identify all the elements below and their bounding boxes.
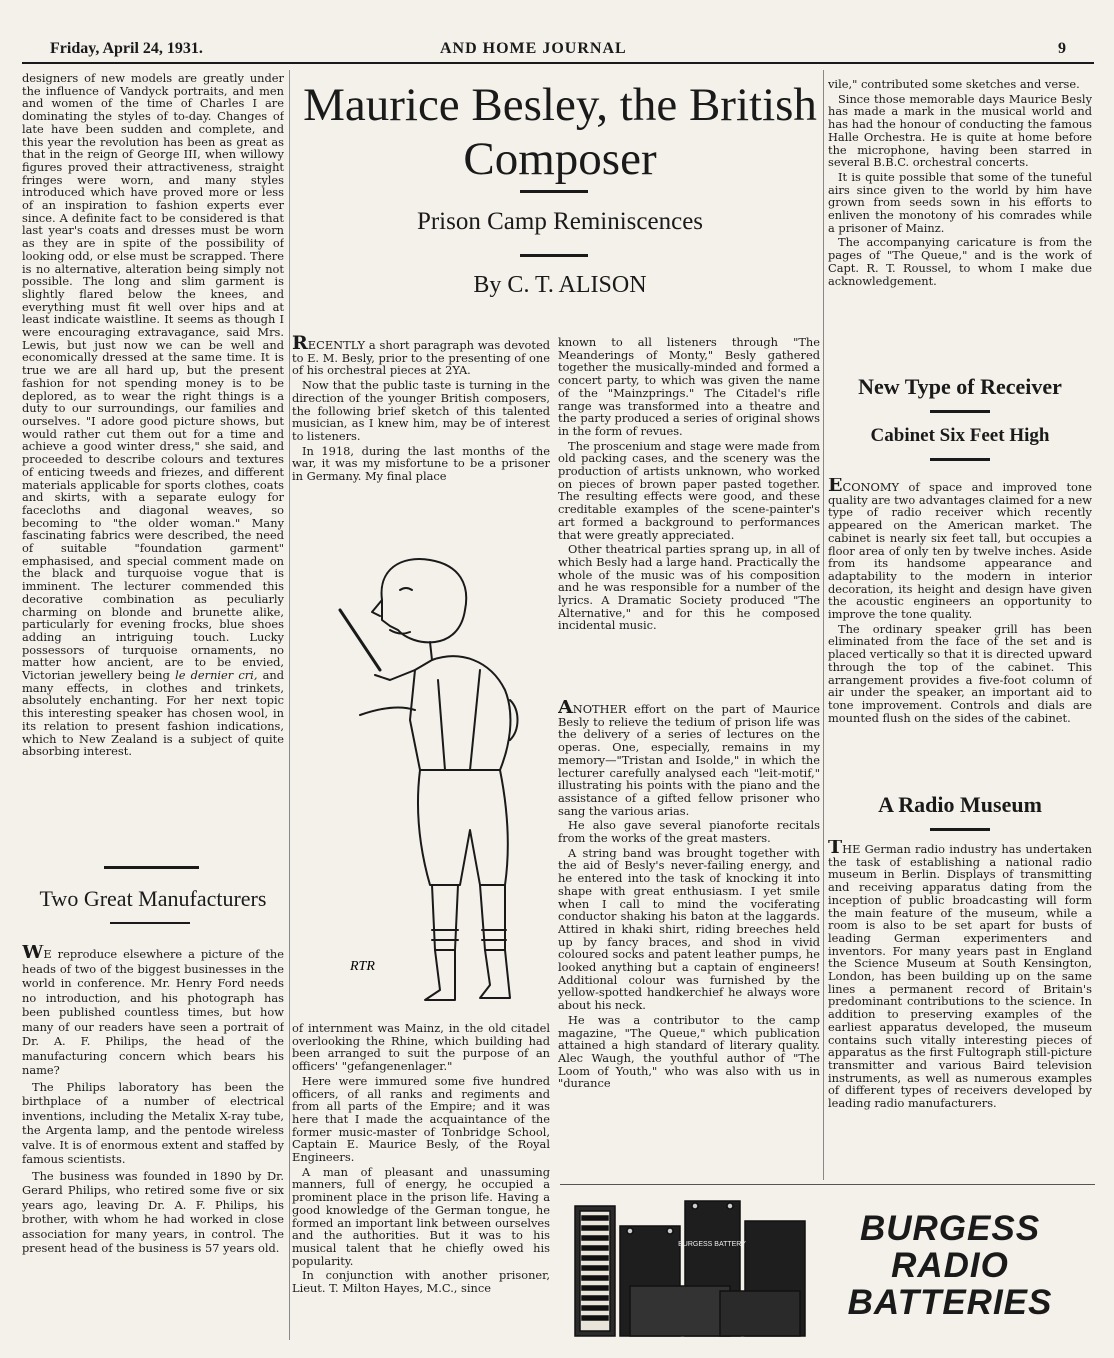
two-great-paragraph: The Philips laboratory has been the birthplace of a number of electrical inventions, including the Metalix X-ray tube, the Argenta lamp, and the pentode wireless valve. It is of enormous extent and staffed by famous scientists. [22, 1079, 284, 1166]
two-great-paragraph: The business was founded in 1890 by Dr. Gerard Philips, who retired some five or six years ago, leaving Dr. A. F. Philips, his brother, with whom he had worked in close association for many years, in control. The present head of the business is 57 years old. [22, 1168, 284, 1255]
page-number: 9 [1058, 40, 1066, 57]
battery-illustration [570, 1196, 810, 1346]
besley-paragraph: known to all listeners through "The Meanderings of Monty," Besly gathered together the musically-minded and formed a concert party, to which was given the name of the "Mainzprings." The Citadel's rifle range was transformed into a theatre and the party produced a series of original shows in the form of revues. [558, 336, 820, 438]
advert-line-2: RADIO [891, 1246, 1009, 1285]
besley-paragraph: ANOTHER effort on the part of Maurice Besly to relieve the tedium of prison life was the delivery of a series of lectures on the operas. One, especially, remains in my memory—"Tristan and Isolde," in which the lecturer carefully analysed each "leit-motif," illustrating his points with the piano and the assistance of a gifted fellow prisoner who sang the various arias. [558, 700, 820, 817]
besley-col3b [558, 700, 820, 1178]
advert-line-3: BATTERIES [847, 1283, 1053, 1322]
subtitle-rule [520, 254, 588, 257]
besley-paragraph: Other theatrical parties sprang up, in all of which Besly had a large hand. Practically the whole of the music was of his composition and he was responsible for a number of the lyrics. A Dramatic Society produced "The Alternative," and for this he composed incidental music. [558, 542, 820, 633]
besley-paragraph: Now that the public taste is turning in the direction of the younger British composers, the following brief sketch of this talented musician, as I knew him, may be of interest to listeners. [292, 378, 550, 443]
drop-cap-t: T [828, 840, 843, 858]
besley-paragraph: Since those memorable days Maurice Besly has made a mark in the musical world and has had the honour of conducting the famous Halle Orchestra. He is quite at home before the microphone, having been starred in several B.B.C. orchestral concerts. [828, 91, 1092, 170]
two-great-column [22, 945, 284, 1335]
article-title: Maurice Besley, the British Composer [303, 79, 817, 185]
battery-label: BURGESS BATTERY [678, 1241, 746, 1248]
besley-paragraph: He also gave several pianoforte recitals from the works of the great masters. [558, 818, 820, 846]
header-date: Friday, April 24, 1931. [50, 40, 203, 57]
column-divider [289, 70, 290, 1340]
besley-paragraph: The proscenium and stage were made from old packing cases, and the scenery was the production of artists unknown, who worked on pieces of brown paper pasted together. The resulting effects were good, and these creditable examples of the scene-painter's art formed a background to performances that were greatly appreciated. [558, 438, 820, 542]
two-great-paragraph: WE reproduce elsewhere a picture of the heads of two of the biggest businesses in the world in conference. Mr. Henry Ford needs no introduction, and his photograph has been published countless times, but how many of our readers have seen a portrait of Dr. A. F. Philips, the head of the manufacturing concern which bears his name? [22, 945, 284, 1078]
museum-rule [930, 828, 990, 831]
museum-paragraph: THE German radio industry has undertaken the task of establishing a national radio museum in Berlin. Displays of transmitting and receiving apparatus dating from the inception of public broadcasting will form the main feature of the museum, while a room is also to be set apart for busts of leading German experimenters and inventors. For many years past in England the Science Museum at South Kensington, London, has been building up on the same lines a permanent record of Britain's predominant contributions to the science. In addition to preserving examples of the earliest apparatus developed, the museum contains such vitally interesting pieces of apparatus as the first Fultograph still-picture transmitter and various Baird television instruments, as well as numerous examples of different types of receivers developed by leading radio manufacturers. [828, 840, 1092, 1110]
title-rule [520, 190, 588, 193]
receiver-rule [930, 410, 990, 413]
caricature-signature: RTR [350, 959, 375, 974]
receiver-subheading: Cabinet Six Feet High [870, 425, 1050, 446]
besley-paragraph: A man of pleasant and unassuming manners, full of energy, he occupied a prominent place in the prison life. Having a good knowledge of the German tongue, he formed an important link between ourselves and the authorities. But it was to his musical talent that he chiefly owed his popularity. [292, 1164, 550, 1268]
receiver-paragraph: ECONOMY of space and improved tone quality are two advantages claimed for a new type of radio receiver which recently appeared on the American market. The cabinet is nearly six feet tall, but occupies a floor area of only ten by twelve inches. Aside from its handsome appearance and adaptability to the modern in interior decoration, its height and design have given the acoustic engineers an opportunity to improve the tone quality. [828, 478, 1092, 621]
two-great-rule [110, 922, 190, 924]
museum-heading: A Radio Museum [878, 792, 1042, 817]
receiver-subrule [930, 458, 990, 461]
besley-paragraph: A string band was brought together with the aid of Besly's never-failing energy, and he entered into the task of knocking it into shape with great enthusiasm. I yet smile when I call to mind the vociferating conductor shaking his baton at the laggards. Attired in khaki shirt, riding breeches held up by fancy braces, and shod in vivid coloured socks and patent leather pumps, he looked anything but a captain of engineers! Additional colour was furnished by the yellow-spotted handkerchief he always wore about his neck. [558, 845, 820, 1013]
besley-paragraph: In 1918, during the last months of the war, it was my misfortune to be a prisoner in Germany. My final place [292, 443, 550, 484]
drop-cap-r: R [292, 332, 308, 354]
besley-col3 [558, 336, 820, 694]
drop-cap-w: W [22, 945, 44, 963]
article-subtitle: Prison Camp Reminiscences [416, 208, 704, 235]
conductor-caricature [320, 530, 550, 1020]
drop-cap-a: A [558, 700, 573, 718]
receiver-heading: New Type of Receiver [858, 374, 1062, 399]
byline: By C. T. ALISON [473, 272, 647, 298]
besley-paragraph: Here were immured some five hundred officers, of all ranks and regiments and from all parts of the Empire; and it was here that I made the acquaintance of the former music-master of Tonbridge School, Captain E. Maurice Besly, of the Royal Engineers. [292, 1073, 550, 1165]
fashion-emphasis: le dernier cri, [175, 668, 258, 683]
column-divider [823, 70, 824, 1180]
two-great-heading: Two Great Manufacturers [39, 886, 267, 911]
section-rule [104, 866, 199, 869]
receiver-column [828, 478, 1092, 778]
besley-paragraph: In conjunction with another prisoner, Lieut. T. Milton Hayes, M.C., since [292, 1268, 550, 1296]
masthead: AND HOME JOURNAL [440, 40, 627, 57]
besley-col4 [828, 78, 1092, 350]
besley-paragraph: of internment was Mainz, in the old citadel overlooking the Rhine, which building had been arranged to suit the purpose of an officers' "gefangenenlager." [292, 1022, 550, 1074]
besley-paragraph: It is quite possible that some of the tuneful airs since given to the world by him have grown from seeds sown in his efforts to enliven the monotony of his comrades while a prisoner of Mainz. [828, 169, 1092, 235]
besley-paragraph: He was a contributor to the camp magazine, "The Queue," which publication attained a high standard of literary quality. Alec Waugh, the youthful author of "The Loom of Youth," who was also with us in "durance [558, 1012, 820, 1091]
receiver-paragraph: The ordinary speaker grill has been eliminated from the face of the set and is placed vertically so that it is directed upward through the top of the cabinet. This arrangement provides a five-foot column of air under the speaker, an important aid to tone improvement. Controls and dials are mounted flush on the sides of the cabinet. [828, 621, 1092, 725]
besley-cont-column [292, 1022, 550, 1342]
fashion-paragraph: designers of new models are greatly under the influence of Vandyck portraits, and men and women of the time of Charles I are dominating the styles of to-day. Changes of late have been sudden and complete, and this year the revolution has been as great as that in the reign of George III, when willowy figures proved their attractiveness, straight fringes were worn, and many styles introduced which have proved more or less of an inspiration to fashion experts ever since. A definite fact to be considered is that last year's coats and dresses must be worn as they are in spite of the possibility of looking odd, or else must be scrapped. There is no alternative, alteration being simply not possible. The long and slim garment is slightly flared below the knees, and everything must fit well over hips and at least indicate waistline. It seems as though I were encouraging extravagance, said Mrs. Lewis, but just now we can be well and economically dressed at the same time. It is true we are all hard up, but the present fashion for not spending money is to be deplored, as to wear the right things is a duty to our surroundings, our families and ourselves. "I adore good picture shows, but would rather cut them out for a time and achieve a good winter dress," she said, and proceeded to describe colours and textures of enticing tweeds and friezes, and different materials applicable for sports clothes, coats and skirts, with a separate eulogy for facecloths and diagonal weaves, so becoming to "the older woman." Many fascinating fabrics were described, the need of suitable "foundation garment" emphasised, and special comment made on the black and turquoise vogue that is imminent. The lecturer commended this decorative combination as peculiarly charming on blonde and brunette alike, particularly for evening frocks, blue shoes adding an intriguing touch. Lucky possessors of turquoise ornaments, no matter how ancient, are to be envied, Victorian jewellery being le dernier cri, and many effects, in clothes and trinkets, absolutely enchanting. For her next topic this interesting speaker has chosen wool, in its relation to present fashion indications, which to New Zealand is a subject of quite absorbing interest. [22, 72, 284, 759]
besley-intro-column [292, 332, 550, 485]
besley-paragraph: vile," contributed some sketches and verse. [828, 78, 1080, 91]
drop-cap-e: E [828, 478, 843, 496]
besley-paragraph: The accompanying caricature is from the pages of "The Queue," and is the work of Capt. R. T. Roussel, to whom I make due acknowledgement. [828, 235, 1092, 288]
besley-paragraph: RECENTLY a short paragraph was devoted to E. M. Besly, prior to the presenting of one of his orchestral pieces at 2YA. [292, 332, 550, 378]
museum-column [828, 840, 1092, 1176]
header-rule [22, 62, 1094, 64]
fashion-column [22, 72, 284, 852]
advert-line-1: BURGESS [859, 1209, 1041, 1248]
